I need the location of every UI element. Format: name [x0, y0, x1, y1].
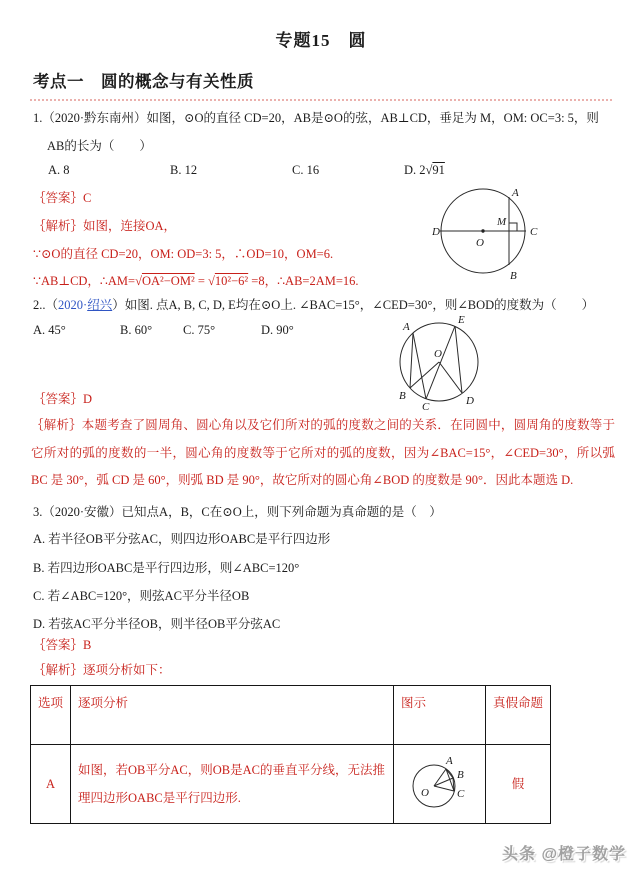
q1-analysis-line-1: ｛解析｝如图，连接OA，	[33, 219, 177, 233]
point-label-o: O	[434, 348, 442, 360]
q1-analysis-line-3	[33, 271, 359, 289]
q2-answer: ｛答案｝D	[33, 392, 93, 406]
q1-formula-suffix: =8，∴AB=2AM=16.	[248, 274, 359, 288]
row-a-option: A	[31, 745, 71, 824]
point-label-m: M	[497, 216, 507, 228]
question-3-line-1: 3.（2020·安徽）已知点A，B，C在⊙O上，则下列命题为真命题的是（ ）	[33, 505, 442, 519]
q3-option-b: B. 若四边形OABC是平行四边形，则∠ABC=120°	[33, 561, 300, 575]
point-label-b: B	[456, 769, 464, 781]
radius-od	[439, 362, 462, 393]
point-label-c: C	[456, 788, 464, 800]
q3-answer: ｛答案｝B	[33, 638, 92, 652]
header-figure: 图示	[394, 686, 486, 745]
point-label-c: C	[422, 401, 430, 412]
chord-ab	[446, 769, 453, 778]
watermark: 头条 @橙子数学	[502, 846, 627, 863]
analysis-table	[30, 685, 551, 824]
circle-diagram-1	[432, 184, 548, 288]
row-a-analysis: 如图，若OB平分AC，则OB是AC的垂直平分线，无法推理四边形OABC是平行四边形.	[71, 745, 394, 824]
point-label-b: B	[399, 390, 406, 402]
q2-question-text: ）如图. 点A, B, C, D, E均在⊙O上. ∠BAC=15°，∠CED=30°，则∠BOD的度数为（ ）	[112, 298, 595, 312]
point-label-o: O	[476, 237, 484, 249]
point-label-d: D	[466, 395, 474, 407]
q1-option-b: B. 12	[170, 163, 198, 177]
analysis-table-wrap	[30, 685, 551, 824]
question-1-line-2: AB的长为（ ）	[47, 139, 152, 153]
q3-option-d: D. 若弦AC平分半径OB，则半径OB平分弦AC	[33, 617, 281, 631]
q1-formula-prefix: ∵AB⊥CD，∴AM=√	[33, 274, 142, 288]
question-2-line-1	[33, 295, 594, 313]
header-analysis: 逐项分析	[71, 686, 394, 745]
radius-ob	[410, 362, 439, 388]
circle-diagram-3-svg	[408, 753, 472, 815]
right-angle-marker	[509, 223, 517, 231]
point-label-e: E	[458, 314, 465, 326]
q1-analysis-line-2: ∵⊙O的直径 CD=20，OM: OD=3: 5，∴OD=10，OM=6.	[33, 247, 334, 261]
point-label-b: B	[510, 270, 517, 282]
header-option: 选项	[31, 686, 71, 745]
point-label-a: A	[445, 755, 453, 767]
chord-ac	[413, 333, 426, 399]
q1-option-a: A. 8	[48, 163, 70, 177]
chord-ed	[455, 326, 462, 393]
q1-answer: ｛答案｝C	[33, 191, 92, 205]
q1-option-d-radicand: 91	[432, 163, 445, 177]
q3-option-a: A. 若半径OB平分弦AC，则四边形OABC是平行四边形	[33, 532, 331, 546]
q2-option-a: A. 45°	[33, 323, 66, 337]
question-1-line-1: 1.（2020·黔东南州）如图，⊙O的直径 CD=20，AB是⊙O的弦，AB⊥CD，垂足为 M，OM: OC=3: 5，则	[33, 111, 599, 125]
q2-option-d: D. 90°	[261, 323, 294, 337]
q2-option-c: C. 75°	[183, 323, 216, 337]
q3-analysis-intro: ｛解析｝逐项分析如下：	[33, 663, 171, 677]
circle-diagram-1-svg	[432, 184, 548, 288]
q2-source-year: 2020·	[58, 298, 88, 312]
chord-ab	[410, 333, 413, 388]
table-header-row	[31, 686, 551, 745]
q1-option-d-prefix: D. 2√	[404, 163, 433, 177]
q2-analysis-paragraph: ｛解析｝本题考查了圆周角、圆心角以及它们所对的弧的度数之间的关系．在同圆中，圆周角的度数等于它所对的弧的度数的一半，圆心角的度数等于它所对的弧的度数，因为∠BAC=15°，∠CED=30°，所以弧 BC 是 30°，弧 CD 是 60°，则弧 BD 是 90°，故它所对的圆心角∠BOD 的度数是 90°．因此本题选 D.	[31, 418, 615, 488]
q2-source-city: 绍兴	[87, 298, 113, 312]
q1-formula-middle: = √	[194, 274, 215, 288]
q1-radicand-1: OA²−OM²	[141, 274, 195, 288]
table-row	[31, 745, 551, 824]
point-label-d: D	[432, 226, 440, 238]
header-verdict: 真假命题	[486, 686, 551, 745]
q1-option-c: C. 16	[292, 163, 320, 177]
chord-ec	[426, 326, 455, 399]
q1-radicand-2: 10²−6²	[214, 274, 249, 288]
section-heading: 考点一 圆的概念与有关性质	[33, 72, 254, 91]
q2-option-b: B. 60°	[120, 323, 153, 337]
circle-diagram-2-svg	[392, 312, 492, 412]
circle-diagram-2	[392, 312, 492, 412]
point-label-c: C	[530, 226, 538, 238]
point-label-a: A	[403, 321, 410, 333]
section-heading-underline	[30, 99, 612, 101]
point-label-o: O	[420, 787, 429, 799]
row-a-verdict: 假	[486, 745, 551, 824]
q2-number: 2..（	[33, 298, 59, 312]
page-title: 专题15 圆	[275, 31, 367, 50]
radius-oc	[434, 786, 454, 791]
q1-option-d	[404, 163, 445, 178]
row-a-figure	[394, 745, 486, 824]
q3-option-c: C. 若∠ABC=120°，则弦AC平分半径OB	[33, 589, 250, 603]
point-label-a: A	[512, 187, 519, 199]
